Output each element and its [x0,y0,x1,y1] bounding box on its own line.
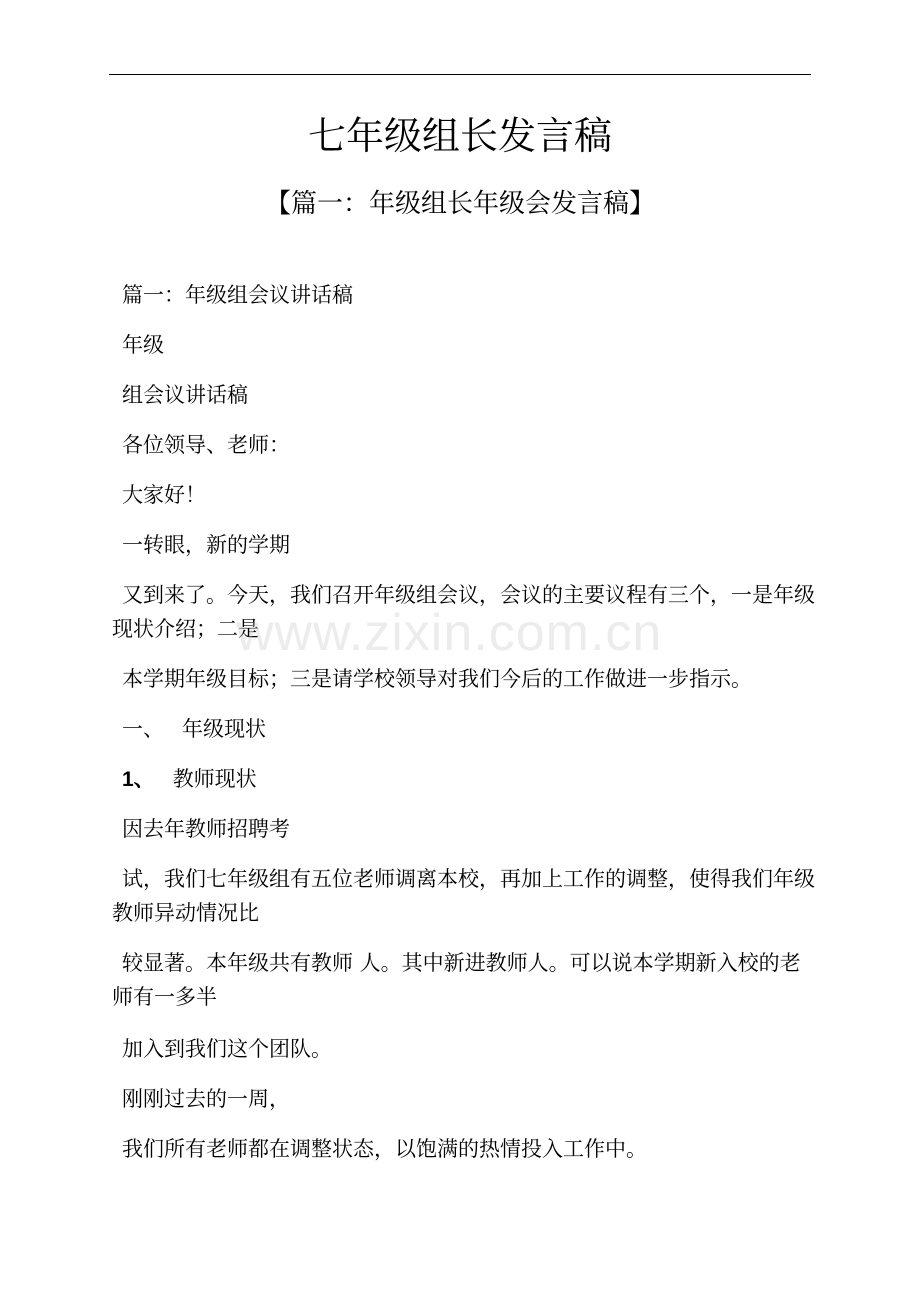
paragraph: 因去年教师招聘考 [122,817,290,841]
paragraph: 各位领导、老师： [122,433,290,457]
subsection-heading [112,762,818,797]
section-number: 一、 [122,717,164,741]
paragraph: 较显著。本年级共有教师 人。其中新进教师人。可以说本学期新入校的老师有一多半 [112,951,801,1009]
subsection-number: 1、 [122,768,155,791]
subsection-heading-text: 教师现状 [172,767,257,791]
section-heading-text: 年级现状 [182,717,266,741]
paragraph: 年级 [122,333,164,357]
paragraph: 刚刚过去的一周， [122,1087,290,1111]
paragraph: 我们所有老师都在调整状态，以饱满的热情投入工作中。 [122,1137,647,1161]
paragraph: 组会议讲话稿 [122,383,248,407]
header-rule [109,74,811,75]
watermark: www.zixin.com.cn [236,604,663,662]
document-subtitle: 【篇一：年级组长年级会发言稿】 [264,189,655,219]
paragraph: 又到来了。今天，我们召开年级组会议，会议的主要议程有三个，一是年级现状介绍；二是 [112,583,815,641]
paragraph: 加入到我们这个团队。 [122,1037,332,1061]
paragraph: 篇一：年级组会议讲话稿 [122,283,353,307]
paragraph: 本学期年级目标；三是请学校领导对我们今后的工作做进一步指示。 [122,667,752,691]
paragraph: 一转眼，新的学期 [122,533,290,557]
paragraph: 大家好！ [122,483,206,507]
document-title: 七年级组长发言稿 [307,114,612,158]
paragraph: 试，我们七年级组有五位老师调离本校，再加上工作的调整，使得我们年级教师异动情况比 [112,867,815,925]
section-heading [112,712,818,746]
